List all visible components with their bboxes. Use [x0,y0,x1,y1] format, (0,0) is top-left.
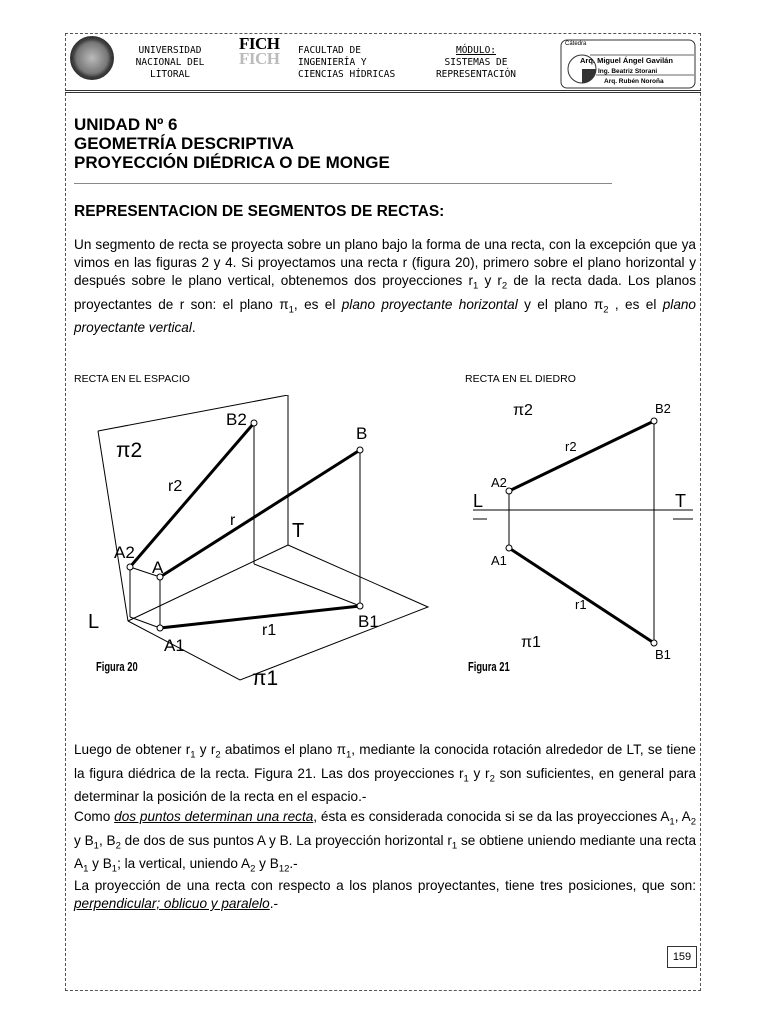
fig20-points [127,420,363,631]
label-t: T [292,520,305,542]
header-divider [65,90,701,93]
fig20-label: Figura 20 [96,660,138,674]
module-label: MÓDULO: [455,45,497,56]
paragraph-intro: Un segmento de recta se proyecta sobre un plano bajo la forma de una recta, con la excepción que ya vimos en las figuras 2 y 4. Si proyectamos una recta r (figura 20), primero sobre el plano horizontal y después sobre le plano vertical, obtenemos dos proyecciones $r_1$ y $r_2$ de la recta dada. Los planos proyectantes de r son: el plano $\pi_1$, es el plano proyectante horizontal y el plano $\pi_2$ , es el plano proyectante vertical. [74,237,696,336]
label-t: T [675,491,686,511]
topic-title: PROYECCIÓN DIÉDRICA O DE MONGE [74,153,390,172]
segment-r2 [509,421,654,491]
faculty-name [298,45,395,81]
frame-top [65,33,701,34]
label-pi1: π1 [252,667,279,690]
label-pi2: π2 [116,439,143,462]
university-line: UNIVERSIDAD [138,45,202,56]
label-a2: A2 [114,543,135,562]
projector-line [130,617,160,628]
faculty-line: INGENIERÍA Y [298,57,367,68]
fich-logo-shadow: FICH [239,49,280,68]
paragraph-abatimiento: Luego de obtener $r_1$ y $r_2$ abatimos el plano $\pi_1$, mediante la conocida rotación alrededor de LT, se tiene la figura diédrica de la recta. Figura 21. Las dos proyecciones $r_1$ y $r_2$ son suficientes, en general para determinar la posición de la recta en el espacio.- [74,742,696,805]
vertical-plane-edge [98,395,288,545]
fich-logo: FICH [239,34,280,53]
catedra-label: Cátedra [565,41,587,47]
figure-20-space-diagram [70,395,450,695]
fig20-labels [88,410,379,690]
segment-r1 [509,548,654,643]
label-a2: A2 [491,475,507,490]
horizontal-plane-edge [128,545,428,680]
label-b2: B2 [655,401,671,416]
figure-21-diedro-diagram [465,395,705,665]
label-b2: B2 [226,410,247,429]
label-r2: r2 [565,439,577,454]
module-info [424,45,528,81]
label-a1: A1 [491,553,507,568]
label-r2: r2 [168,478,183,495]
point-b2 [651,418,657,424]
point-a2 [127,564,133,570]
frame-bottom [65,990,701,991]
paragraph-dos-puntos: Como dos puntos determinan una recta, ésta es considerada conocida si se da las proyecciones $A_1$, $A_2$ y $B_1$, $B_2$ de dos de sus puntos A y B. La proyección horizontal $r_1$ se obtiene uniendo mediante una recta $A_1$ y $B_1$; la vertical, uniendo $A_2$ y $B_{12}.-$ [74,809,697,876]
point-b1 [357,603,363,609]
fig21-caption: RECTA EN EL DIEDRO [465,373,576,385]
label-pi1: π1 [521,634,541,651]
unit-title: UNIDAD Nº 6 [74,115,178,134]
fig20-segments [130,423,360,628]
point-a1 [157,625,163,631]
fig20-caption: RECTA EN EL ESPACIO [74,373,190,385]
module-line: REPRESENTACIÓN [435,69,517,80]
point-b1 [651,640,657,646]
fig21-label: Figura 21 [468,660,510,674]
staff-name: Arq. Rubén Noroña [604,78,664,85]
frame-left [65,33,66,991]
page-number: 159 [667,946,697,968]
segment-r2 [130,423,254,567]
university-name [118,45,222,81]
title-rule [74,183,612,184]
paragraph-posiciones: La proyección de una recta con respecto a los planos proyectantes, tiene tres posiciones, que son: perpendicular; oblicuo y paralelo.- [74,878,696,911]
label-pi2: π2 [513,402,533,419]
university-line: NACIONAL DEL [135,57,205,68]
faculty-line: FACULTAD DE [298,45,361,56]
section-title: REPRESENTACION DE SEGMENTOS DE RECTAS: [74,203,445,220]
point-b2 [251,420,257,426]
label-b: B [356,424,368,443]
module-line: SISTEMAS DE [444,57,508,68]
university-line: LITORAL [149,69,191,80]
point-a1 [506,545,512,551]
label-b1: B1 [655,647,671,662]
label-r1: r1 [262,622,277,639]
lt-line [128,545,288,621]
point-b [357,447,363,453]
label-a1: A1 [164,636,185,655]
label-l: L [88,611,100,633]
staff-name: Ing. Beatriz Storani [598,68,658,75]
staff-name: Arq. Miguel Ángel Gavilán [580,56,673,65]
label-r1: r1 [575,597,587,612]
university-seal-icon [70,36,114,80]
label-r: r [230,512,236,529]
label-l: L [473,491,484,511]
faculty-line: CIENCIAS HÍDRICAS [298,69,396,80]
subject-title: GEOMETRÍA DESCRIPTIVA [74,134,295,153]
segment-r1 [160,606,360,628]
label-a: A [152,558,164,577]
label-b1: B1 [358,612,379,631]
